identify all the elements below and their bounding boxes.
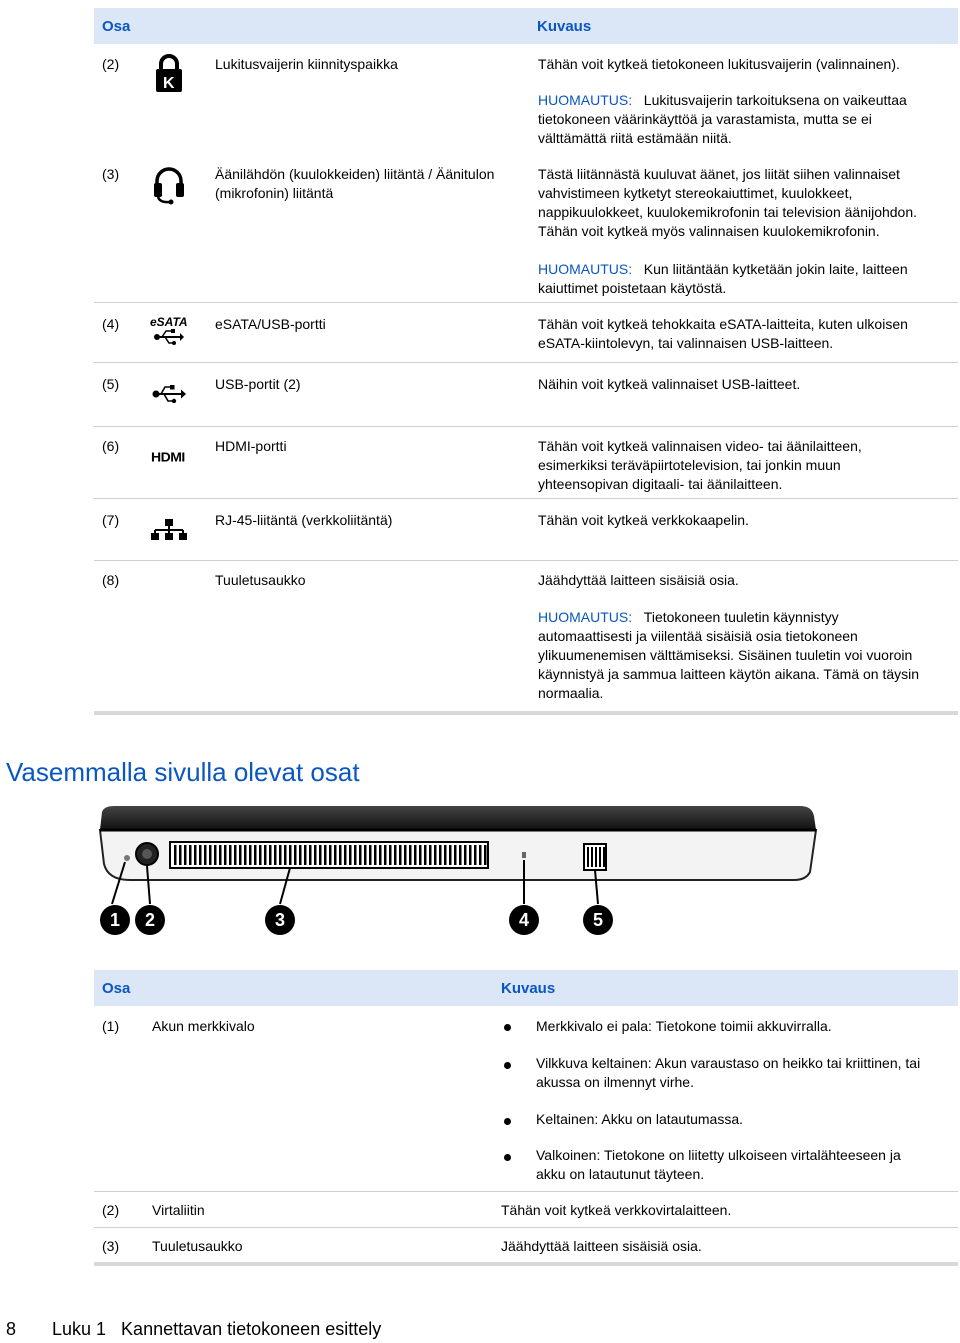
esata-usb-icon: [150, 316, 190, 350]
callout-badge: 1: [100, 905, 130, 935]
bullet-text: Keltainen: Akku on latautumassa.: [536, 1111, 744, 1127]
row-description: Tähän voit kytkeä myös valinnaisen kuulokemikrofonin.: [538, 223, 880, 239]
chapter-title: Luku 1 Kannettavan tietokoneen esittely: [52, 1319, 382, 1339]
vent-slots: [174, 845, 487, 865]
row-number: (2): [102, 1202, 120, 1218]
note-text: tietokoneen väärinkäyttöä ja varastamista, mutta se ei: [538, 111, 872, 127]
row-number: (3): [102, 1238, 120, 1254]
usb-icon: [152, 385, 186, 403]
table-bottom-rule: [94, 711, 958, 715]
bullet-text: Valkoinen: Tietokone on liitetty ulkoiseen virtalähteeseen ja: [536, 1147, 901, 1163]
esata-label: eSATA: [150, 315, 188, 329]
lock-icon: [154, 54, 184, 94]
row-number: (1): [102, 1018, 120, 1034]
row-description: vahvistimeen kytketyt stereokaiuttimet, kuulokkeet,: [538, 185, 853, 201]
note-text: automaattisesti ja viilentää sisäisiä osia tietokoneen: [538, 628, 858, 644]
row-description: Tähän voit kytkeä verkkovirtalaitteen.: [501, 1202, 732, 1218]
row-name: Lukitusvaijerin kiinnityspaikka: [215, 56, 398, 72]
note-text: HUOMAUTUS: Lukitusvaijerin tarkoituksena on vaikeuttaa: [538, 92, 907, 108]
laptop-left-side-illustration: [90, 804, 830, 944]
page-number: 8: [6, 1319, 17, 1339]
row-number: (2): [102, 56, 120, 72]
header-kuvaus: Kuvaus: [501, 980, 556, 997]
row-name: (mikrofonin) liitäntä: [215, 185, 334, 201]
row-divider: [94, 302, 958, 303]
row-number: (7): [102, 512, 120, 528]
row-description: esimerkiksi teräväpiirtotelevision, tai jonkin muun: [538, 457, 841, 473]
callout-badge: 4: [509, 905, 539, 935]
header-kuvaus: Kuvaus: [537, 18, 592, 35]
header-osa: Osa: [102, 18, 131, 35]
row-name: USB-portit (2): [215, 376, 301, 392]
row-name: HDMI-portti: [215, 438, 287, 454]
row-divider: [94, 1227, 958, 1228]
section-title: Vasemmalla sivulla olevat osat: [6, 757, 360, 787]
row-divider: [94, 362, 958, 363]
hdmi-icon: HDMI: [151, 449, 185, 465]
row-name: Tuuletusaukko: [215, 572, 306, 588]
note-text: HUOMAUTUS: Kun liitäntään kytketään jokin laite, laitteen: [538, 261, 908, 277]
row-description: Tähän voit kytkeä tehokkaita eSATA-laitteita, kuten ulkoisen: [538, 316, 908, 332]
row-name: Äänilähdön (kuulokkeiden) liitäntä / Äänitulon: [215, 166, 495, 182]
row-divider: [94, 560, 958, 561]
row-number: (6): [102, 438, 120, 454]
note-label: HUOMAUTUS:: [538, 261, 633, 277]
callout-badge: 2: [135, 905, 165, 935]
callout-badge: 5: [583, 905, 613, 935]
bullet: [504, 1154, 511, 1161]
row-description: yhteensopivan digitaali- tai äänilaitteen.: [538, 476, 783, 492]
row-name: Akun merkkivalo: [152, 1018, 255, 1034]
row-number: (4): [102, 316, 120, 332]
bullet-text: akussa on ilmennyt virhe.: [536, 1074, 694, 1090]
row-name: Virtaliitin: [152, 1202, 205, 1218]
row-description: Tähän voit kytkeä valinnaisen video- tai äänilaitteen,: [538, 438, 862, 454]
row-description: Jäähdyttää laitteen sisäisiä osia.: [538, 572, 739, 588]
headset-icon: [152, 165, 186, 205]
header-osa: Osa: [102, 980, 131, 997]
bullet-text: Vilkkuva keltainen: Akun varaustaso on heikko tai kriittinen, tai: [536, 1055, 921, 1071]
row-description: Tähän voit kytkeä tietokoneen lukitusvaijerin (valinnainen).: [538, 56, 900, 72]
bullet: [504, 1024, 511, 1031]
row-name: eSATA/USB-portti: [215, 316, 326, 332]
table1-header: [94, 8, 958, 44]
note-text: ylikuumenemisen välttämiseksi. Sisäinen tuuletin voi vuoroin: [538, 647, 913, 663]
bullet-text: Merkkivalo ei pala: Tietokone toimii akkuvirralla.: [536, 1018, 832, 1034]
bullet-text: akku on latautunut täyteen.: [536, 1166, 705, 1182]
note-text: HUOMAUTUS: Tietokoneen tuuletin käynnistyy: [538, 609, 839, 625]
note-text: kaiuttimet poistetaan käytöstä.: [538, 280, 727, 296]
bullet: [504, 1118, 511, 1125]
row-name: RJ-45-liitäntä (verkkoliitäntä): [215, 512, 393, 528]
row-description: Jäähdyttää laitteen sisäisiä osia.: [501, 1238, 702, 1254]
row-number: (3): [102, 166, 120, 182]
row-description: Tähän voit kytkeä verkkokaapelin.: [538, 512, 749, 528]
bullet: [504, 1062, 511, 1069]
svg-text:K: K: [163, 75, 175, 92]
note-label: HUOMAUTUS:: [538, 92, 633, 108]
row-description: Näihin voit kytkeä valinnaiset USB-laitteet.: [538, 376, 801, 392]
note-text: normaalia.: [538, 685, 604, 701]
note-text: käynnistyä ja sammua laitteen käytön aikana. Tämä on täysin: [538, 666, 920, 682]
network-icon: [151, 519, 187, 541]
note-label: HUOMAUTUS:: [538, 609, 633, 625]
row-number: (5): [102, 376, 120, 392]
row-description: eSATA-kiintolevyn, tai valinnaisen USB-laitteen.: [538, 335, 834, 351]
row-description: Tästä liitännästä kuuluvat äänet, jos liität siihen valinnaiset: [538, 166, 900, 182]
row-name: Tuuletusaukko: [152, 1238, 243, 1254]
note-text: välttämättä riitä estämään niitä.: [538, 130, 732, 146]
row-divider: [94, 498, 958, 499]
row-description: nappikuulokkeet, kuulokemikrofonin tai television äänijohdon.: [538, 204, 918, 220]
row-number: (8): [102, 572, 120, 588]
table2-header: [94, 970, 958, 1006]
callout-badge: 3: [265, 905, 295, 935]
table-bottom-rule: [94, 1262, 958, 1266]
row-divider: [94, 1191, 958, 1192]
row-divider: [94, 426, 958, 427]
